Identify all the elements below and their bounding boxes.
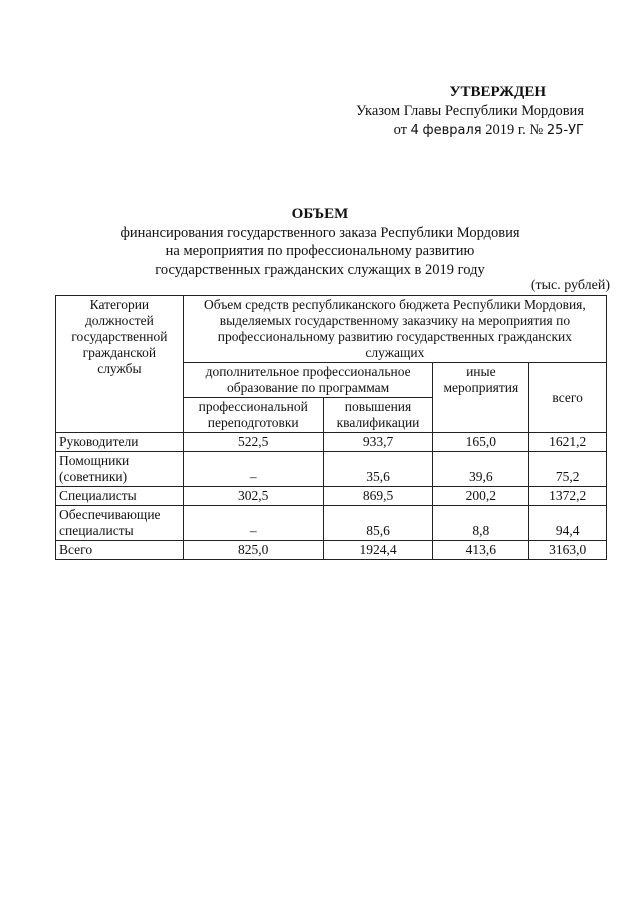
title-line-1: финансирования государственного заказа Республики Мордовия (120, 224, 520, 241)
cell-qualification: 35,6 (323, 452, 433, 487)
approval-block (356, 83, 584, 140)
cell-other: 200,2 (433, 487, 529, 506)
cell-qualification: 933,7 (323, 433, 433, 452)
table-row (56, 452, 607, 487)
header-qualification: повышения квалификации (323, 398, 433, 433)
header-retraining: профессиональной переподготовки (183, 398, 323, 433)
cell-other: 413,6 (433, 541, 529, 560)
date-year: 2019 г. № (485, 122, 544, 138)
header-category: Категории должностей государственной гражданской службы (56, 296, 184, 433)
cell-retraining: 825,0 (183, 541, 323, 560)
table-row (56, 541, 607, 560)
unit-label: (тыс. рублей) (530, 278, 610, 293)
table-row (56, 506, 607, 541)
cell-qualification: 85,6 (323, 506, 433, 541)
title-line-2: на мероприятия по профессиональному развитию (165, 243, 475, 259)
date-month: февраля (422, 123, 482, 138)
cell-other: 39,6 (433, 452, 529, 487)
cell-category: Специалисты (56, 487, 184, 506)
cell-category: Помощники (советники) (56, 452, 184, 487)
cell-retraining: 522,5 (183, 433, 323, 452)
cell-other: 8,8 (433, 506, 529, 541)
cell-retraining: – (183, 506, 323, 541)
table-row (56, 433, 607, 452)
date-prefix: от (393, 122, 407, 138)
cell-qualification: 1924,4 (323, 541, 433, 560)
title-line-3: государственных гражданских служащих в 2019 году (155, 261, 485, 278)
decree-number: 25-УГ (546, 123, 584, 138)
cell-category: Обеспечивающие специалисты (56, 506, 184, 541)
header-other: иные мероприятия (433, 363, 529, 433)
cell-category: Руководители (56, 433, 184, 452)
table-row (56, 487, 607, 506)
cell-category: Всего (56, 541, 184, 560)
header-budget: Объем средств республиканского бюджета Республики Мордовия, выделяемых государственному заказчику на мероприятия по профессиональному развитию государственных гражданских служащих (183, 296, 606, 363)
header-total: всего (529, 363, 607, 433)
cell-total: 3163,0 (529, 541, 607, 560)
cell-other: 165,0 (433, 433, 529, 452)
approval-heading: УТВЕРЖДЕН (449, 84, 546, 100)
cell-total: 1372,2 (529, 487, 607, 506)
financing-table (55, 295, 607, 560)
header-additional: дополнительное профессиональное образование по программам (183, 363, 433, 398)
approval-date-line (356, 121, 584, 140)
cell-qualification: 869,5 (323, 487, 433, 506)
cell-retraining: 302,5 (183, 487, 323, 506)
approval-decree-line: Указом Главы Республики Мордовия (356, 103, 584, 119)
cell-total: 94,4 (529, 506, 607, 541)
cell-total: 75,2 (529, 452, 607, 487)
cell-retraining: – (183, 452, 323, 487)
document-title (0, 205, 640, 279)
date-day: 4 (410, 123, 419, 138)
title-heading: ОБЪЕМ (291, 206, 349, 222)
cell-total: 1621,2 (529, 433, 607, 452)
